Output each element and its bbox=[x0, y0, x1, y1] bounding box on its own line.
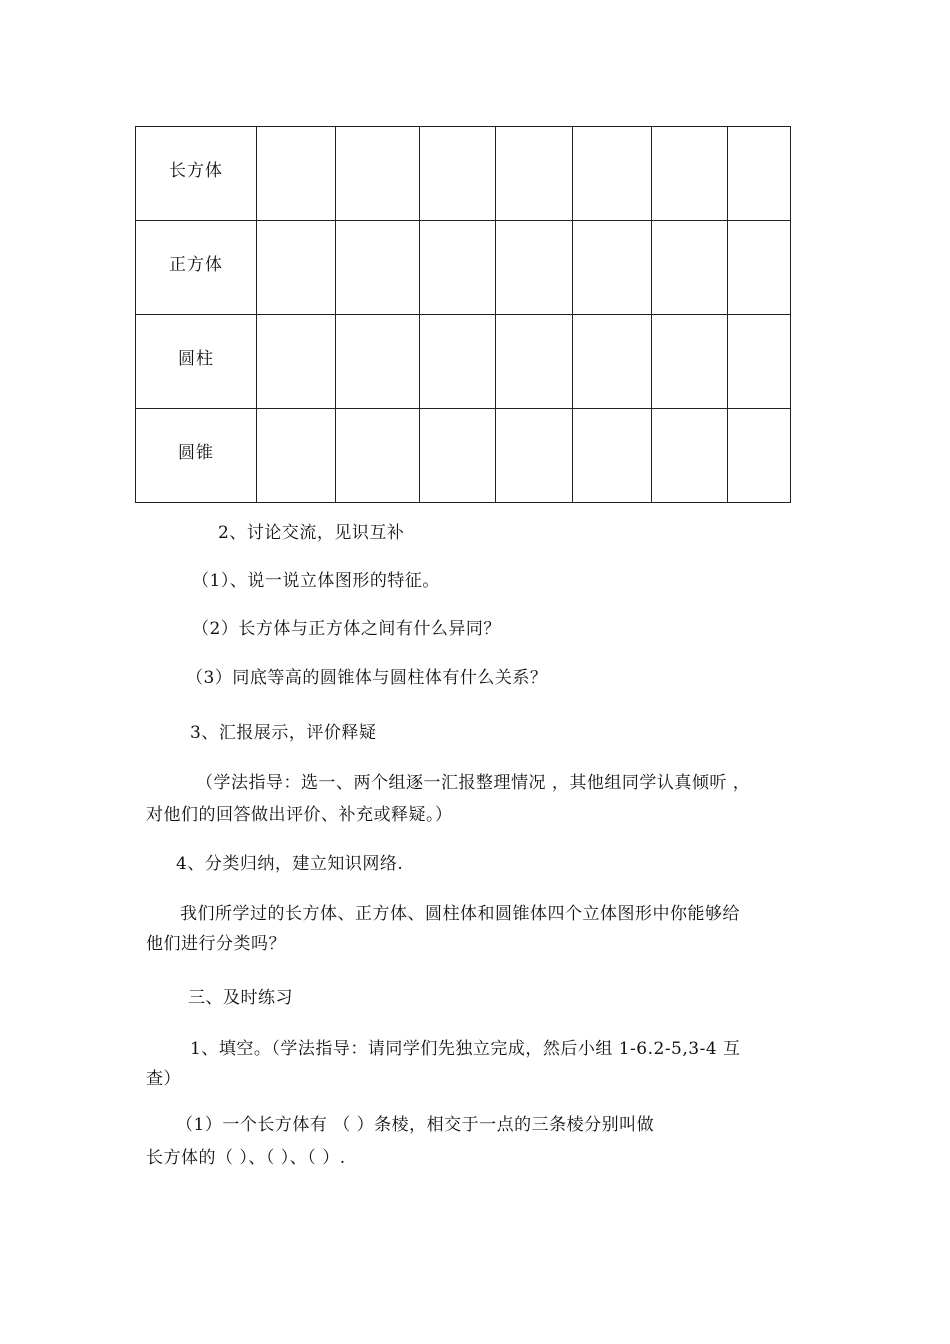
table-cell bbox=[728, 315, 791, 409]
classification-line-1: 我们所学过的长方体、正方体、圆柱体和圆锥体四个立体图形中你能够给 bbox=[180, 904, 740, 924]
table-cell bbox=[728, 409, 791, 503]
table-cell bbox=[257, 221, 336, 315]
question-1: （1）、说一说立体图形的特征。 bbox=[192, 571, 440, 591]
table-row bbox=[136, 409, 791, 503]
classification-line-2: 他们进行分类吗？ bbox=[146, 934, 286, 954]
table-cell bbox=[420, 127, 496, 221]
row-label: 圆锥 bbox=[136, 409, 257, 503]
table-cell bbox=[336, 127, 420, 221]
table-cell bbox=[420, 221, 496, 315]
table-row bbox=[136, 315, 791, 409]
table-cell bbox=[257, 315, 336, 409]
table-row bbox=[136, 221, 791, 315]
exercise-1-question-1-line-2: 长方体的（ ）、（ ）、（ ）. bbox=[146, 1148, 346, 1168]
table-cell bbox=[257, 409, 336, 503]
exercise-1-line-2: 查） bbox=[146, 1069, 181, 1089]
table-cell bbox=[336, 315, 420, 409]
table-cell bbox=[496, 127, 573, 221]
solid-figures-table bbox=[135, 126, 791, 503]
question-3: （3）同底等高的圆锥体与圆柱体有什么关系？ bbox=[186, 668, 548, 688]
table-cell bbox=[496, 315, 573, 409]
table-cell bbox=[652, 315, 728, 409]
exercise-1-question-1-line-1: （1）一个长方体有 （ ）条棱，相交于一点的三条棱分别叫做 bbox=[176, 1115, 655, 1135]
table-cell bbox=[420, 315, 496, 409]
row-label: 正方体 bbox=[136, 221, 257, 315]
table-cell bbox=[728, 221, 791, 315]
section-4-title: 4、分类归纳，建立知识网络. bbox=[176, 854, 404, 874]
table-cell bbox=[336, 221, 420, 315]
table-cell bbox=[728, 127, 791, 221]
row-label: 长方体 bbox=[136, 127, 257, 221]
table-cell bbox=[420, 409, 496, 503]
question-2: （2）长方体与正方体之间有什么异同？ bbox=[192, 619, 501, 639]
table-cell bbox=[496, 409, 573, 503]
table-cell bbox=[573, 127, 652, 221]
table-cell bbox=[496, 221, 573, 315]
table-cell bbox=[573, 315, 652, 409]
part-3-title: 三、及时练习 bbox=[188, 988, 293, 1008]
table-cell bbox=[652, 409, 728, 503]
section-3-title: 3、汇报展示，评价释疑 bbox=[190, 723, 377, 743]
table-cell bbox=[573, 221, 652, 315]
table-cell bbox=[573, 409, 652, 503]
table-cell bbox=[257, 127, 336, 221]
table-cell bbox=[652, 127, 728, 221]
study-guide-line-2: 对他们的回答做出评价、补充或释疑。） bbox=[146, 805, 453, 825]
table-row bbox=[136, 127, 791, 221]
exercise-1-line-1: 1、填空。（学法指导：请同学们先独立完成，然后小组 1-6.2-5,3-4 互 bbox=[190, 1039, 741, 1059]
study-guide-line-1: （学法指导：选一、两个组逐一汇报整理情况 ，其他组同学认真倾听 ， bbox=[196, 773, 751, 793]
section-2-title: 2、讨论交流，见识互补 bbox=[218, 523, 405, 543]
table-cell bbox=[336, 409, 420, 503]
row-label: 圆柱 bbox=[136, 315, 257, 409]
table-cell bbox=[652, 221, 728, 315]
